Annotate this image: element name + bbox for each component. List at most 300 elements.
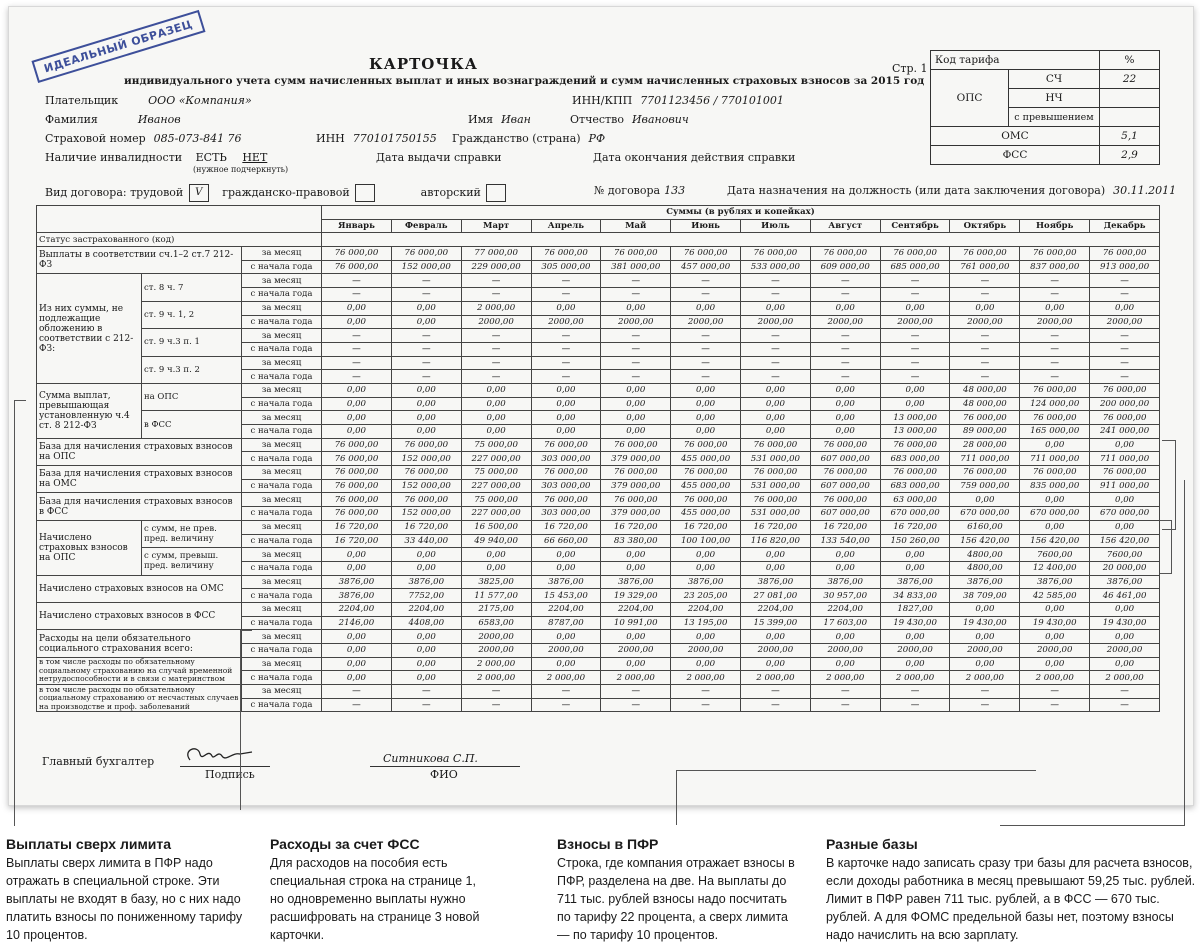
table-cell: 0,00 — [531, 561, 601, 575]
tariff-fss: ФСС — [931, 146, 1100, 165]
signature-caption: Подпись — [205, 768, 255, 781]
table-cell: 2204,00 — [391, 602, 461, 616]
table-cell: — — [1020, 685, 1090, 699]
table-cell: 0,00 — [741, 397, 811, 411]
table-cell: 16 720,00 — [671, 520, 741, 534]
row-period-label: за месяц — [242, 301, 322, 315]
table-cell: 607 000,00 — [810, 479, 880, 493]
table-cell: 76 000,00 — [950, 411, 1020, 425]
table-cell: 76 000,00 — [531, 438, 601, 452]
table-cell: — — [1090, 370, 1160, 384]
table-cell: 76 000,00 — [1090, 411, 1160, 425]
table-cell: 0,00 — [950, 602, 1020, 616]
table-cell: 0,00 — [810, 630, 880, 644]
row-period-label: с начала года — [242, 452, 322, 466]
table-cell: 0,00 — [880, 561, 950, 575]
table-cell: 0,00 — [322, 644, 392, 658]
note-title: Взносы в ПФР — [557, 836, 659, 852]
table-cell: 3876,00 — [810, 575, 880, 589]
table-cell: 2 000,00 — [880, 671, 950, 685]
table-cell: 76 000,00 — [322, 479, 392, 493]
contract-labour-checkbox[interactable]: V — [189, 184, 209, 202]
row-period-label: за месяц — [242, 657, 322, 671]
table-row — [37, 630, 1160, 644]
table-cell: 3876,00 — [531, 575, 601, 589]
table-cell: 0,00 — [601, 630, 671, 644]
table-cell: 0,00 — [601, 561, 671, 575]
table-cell: — — [391, 356, 461, 370]
table-row — [37, 466, 1160, 480]
table-cell: 76 000,00 — [950, 466, 1020, 480]
table-cell: — — [1090, 356, 1160, 370]
table-cell: 0,00 — [1020, 630, 1090, 644]
table-row — [37, 602, 1160, 616]
table-cell: 28 000,00 — [950, 438, 1020, 452]
table-cell: — — [531, 342, 601, 356]
row-group-label: в том числе расходы по обязательному социальному страхованию от несчастных случаев на производстве и проф. заболеваний — [37, 685, 242, 712]
table-cell: 0,00 — [880, 397, 950, 411]
table-cell: — — [391, 685, 461, 699]
table-cell: — — [322, 274, 392, 288]
contract-no-field — [594, 184, 685, 197]
table-cell: 0,00 — [531, 397, 601, 411]
table-cell: — — [880, 329, 950, 343]
table-cell: 0,00 — [1090, 657, 1160, 671]
row-sub-label: на ОПС — [142, 383, 242, 410]
table-cell: 13 195,00 — [671, 616, 741, 630]
row-group-label: Выплаты в соответствии сч.1–2 ст.7 212-ФЗ — [37, 247, 242, 274]
table-cell: 76 000,00 — [671, 438, 741, 452]
table-cell: 303 000,00 — [531, 507, 601, 521]
note-text: Строка, где компания отражает взносы в ПФР, разделена на две. На выплаты до 711 тыс. рублей взносы надо посчитать по тарифу 22 процента, а сверх лимита — по тарифу 10 процентов. — [557, 856, 795, 942]
table-cell: 16 720,00 — [810, 520, 880, 534]
table-cell: — — [741, 356, 811, 370]
tariff-table — [930, 50, 1160, 165]
table-cell: 0,00 — [671, 383, 741, 397]
table-cell: — — [322, 356, 392, 370]
row-period-label: за месяц — [242, 685, 322, 699]
table-cell: 76 000,00 — [671, 493, 741, 507]
table-cell: 3876,00 — [950, 575, 1020, 589]
table-cell: 76 000,00 — [601, 493, 671, 507]
table-cell: 711 000,00 — [1090, 452, 1160, 466]
contract-author-checkbox[interactable] — [486, 184, 506, 202]
table-cell: 0,00 — [322, 561, 392, 575]
note-pfr — [557, 836, 795, 944]
row-period-label: за месяц — [242, 438, 322, 452]
table-cell: 48 000,00 — [950, 397, 1020, 411]
table-cell: 116 820,00 — [741, 534, 811, 548]
table-cell: 379 000,00 — [601, 507, 671, 521]
row-period-label: с начала года — [242, 698, 322, 712]
table-cell: 156 420,00 — [1090, 534, 1160, 548]
note-text: Для расходов на пособия есть специальная строка на странице 1, но одновременно выплаты нужно расшифровать на странице 3 новой карточки. — [270, 856, 480, 942]
table-cell: 3825,00 — [461, 575, 531, 589]
tariff-sch: СЧ — [1009, 70, 1100, 89]
row-period-label: за месяц — [242, 520, 322, 534]
inn-label: ИНН — [316, 132, 345, 145]
explanation-notes — [0, 812, 1200, 950]
month-header: Август — [810, 219, 880, 233]
table-cell: — — [1090, 288, 1160, 302]
table-cell: 3876,00 — [741, 575, 811, 589]
table-cell: — — [810, 698, 880, 712]
table-cell: 7600,00 — [1020, 548, 1090, 562]
table-cell: 11 577,00 — [461, 589, 531, 603]
row-group-label: Начислено страховых взносов в ФСС — [37, 602, 242, 629]
table-cell: 305 000,00 — [531, 260, 601, 274]
table-cell: 0,00 — [1020, 493, 1090, 507]
row-period-label: с начала года — [242, 479, 322, 493]
table-cell: 0,00 — [391, 411, 461, 425]
table-cell: 42 585,00 — [1020, 589, 1090, 603]
row-period-label: с начала года — [242, 561, 322, 575]
table-cell: 0,00 — [1020, 657, 1090, 671]
table-cell: 75 000,00 — [461, 493, 531, 507]
card-title: КАРТОЧКА — [369, 55, 478, 73]
table-cell: 0,00 — [1020, 520, 1090, 534]
table-cell: — — [950, 698, 1020, 712]
table-cell: 0,00 — [1090, 520, 1160, 534]
table-cell: — — [531, 329, 601, 343]
sample-stamp: ИДЕАЛЬНЫЙ ОБРАЗЕЦ — [31, 10, 205, 83]
table-cell: 76 000,00 — [880, 438, 950, 452]
table-cell: — — [950, 356, 1020, 370]
row-sub-label: в ФСС — [142, 411, 242, 438]
table-cell: 19 430,00 — [880, 616, 950, 630]
table-cell: — — [601, 274, 671, 288]
table-cell: — — [391, 698, 461, 712]
table-cell: 2000,00 — [601, 644, 671, 658]
table-cell: 0,00 — [322, 671, 392, 685]
month-header: Октябрь — [950, 219, 1020, 233]
fio-line — [370, 766, 520, 767]
table-cell: 0,00 — [461, 561, 531, 575]
table-cell: 2000,00 — [1020, 644, 1090, 658]
table-cell: 0,00 — [671, 561, 741, 575]
contract-author-label: авторский — [420, 186, 481, 199]
table-cell: 2000,00 — [671, 644, 741, 658]
table-cell: 3876,00 — [322, 589, 392, 603]
disability-label: Наличие инвалидности — [45, 151, 183, 164]
table-row — [37, 575, 1160, 589]
table-cell: 0,00 — [810, 397, 880, 411]
table-cell: — — [671, 698, 741, 712]
table-row — [37, 247, 1160, 261]
status-value — [322, 233, 1160, 247]
table-cell: 0,00 — [531, 383, 601, 397]
table-cell: 0,00 — [1090, 602, 1160, 616]
tariff-nch-value — [1100, 89, 1160, 108]
table-cell: 76 000,00 — [322, 260, 392, 274]
table-cell: 303 000,00 — [531, 479, 601, 493]
row-period-label: за месяц — [242, 575, 322, 589]
table-cell: — — [1020, 356, 1090, 370]
table-cell: 2 000,00 — [741, 671, 811, 685]
table-cell: 76 000,00 — [601, 247, 671, 261]
table-row — [37, 438, 1160, 452]
tariff-oms: ОМС — [931, 127, 1100, 146]
tariff-fss-value: 2,9 — [1100, 146, 1160, 165]
table-cell: 16 720,00 — [601, 520, 671, 534]
inn-value: 770101750155 — [352, 132, 437, 145]
table-cell: 0,00 — [671, 411, 741, 425]
table-cell: 683 000,00 — [880, 479, 950, 493]
table-cell: 3876,00 — [322, 575, 392, 589]
note-title: Разные базы — [826, 836, 918, 852]
table-cell: 0,00 — [880, 630, 950, 644]
table-cell: 76 000,00 — [1020, 411, 1090, 425]
payer-label: Плательщик — [45, 94, 119, 107]
table-cell: 16 720,00 — [391, 520, 461, 534]
table-cell: 0,00 — [810, 657, 880, 671]
table-cell: — — [810, 356, 880, 370]
contract-civil-checkbox[interactable] — [355, 184, 375, 202]
table-cell: — — [1020, 274, 1090, 288]
table-row — [37, 548, 1160, 562]
table-cell: 0,00 — [461, 397, 531, 411]
table-cell: 0,00 — [531, 425, 601, 439]
table-cell: — — [322, 698, 392, 712]
table-cell: — — [950, 274, 1020, 288]
table-cell: 89 000,00 — [950, 425, 1020, 439]
table-cell: 76 000,00 — [741, 493, 811, 507]
table-cell: — — [950, 685, 1020, 699]
table-cell: 0,00 — [322, 657, 392, 671]
tariff-nch: НЧ — [1009, 89, 1100, 108]
table-cell: — — [671, 342, 741, 356]
table-cell: — — [810, 370, 880, 384]
table-cell: 76 000,00 — [810, 247, 880, 261]
table-cell: 76 000,00 — [1020, 383, 1090, 397]
table-cell: 670 000,00 — [1020, 507, 1090, 521]
table-row — [37, 493, 1160, 507]
table-cell: — — [880, 698, 950, 712]
table-cell: — — [950, 329, 1020, 343]
row-sub-label: с сумм, превыш. пред. величину — [142, 548, 242, 575]
table-body — [37, 233, 1160, 712]
accruals-table — [36, 205, 1160, 712]
tariff-over-value — [1100, 108, 1160, 127]
disability-no: НЕТ — [242, 151, 268, 164]
tariff-pct: % — [1100, 51, 1160, 70]
snils-field — [45, 132, 242, 145]
table-cell: 49 940,00 — [461, 534, 531, 548]
table-cell: 913 000,00 — [1090, 260, 1160, 274]
row-group-label: База для начисления страховых взносов на ОМС — [37, 466, 242, 493]
accountant-label: Главный бухгалтер — [42, 755, 155, 768]
table-cell: 0,00 — [391, 561, 461, 575]
table-cell: 156 420,00 — [950, 534, 1020, 548]
table-cell: 2000,00 — [1020, 315, 1090, 329]
table-cell: 229 000,00 — [461, 260, 531, 274]
table-cell: 0,00 — [461, 425, 531, 439]
table-cell: 759 000,00 — [950, 479, 1020, 493]
table-cell: 2 000,00 — [671, 671, 741, 685]
table-cell: 0,00 — [741, 561, 811, 575]
table-cell: 457 000,00 — [671, 260, 741, 274]
table-cell: 83 380,00 — [601, 534, 671, 548]
table-cell: 379 000,00 — [601, 479, 671, 493]
table-cell: — — [461, 342, 531, 356]
table-cell: 16 720,00 — [322, 534, 392, 548]
table-cell: 2 000,00 — [1090, 671, 1160, 685]
table-cell: 0,00 — [601, 425, 671, 439]
table-cell: 2000,00 — [741, 315, 811, 329]
table-cell: 66 660,00 — [531, 534, 601, 548]
snils-value: 085-073-841 76 — [153, 132, 242, 145]
table-cell: 0,00 — [391, 657, 461, 671]
table-cell: 0,00 — [1090, 301, 1160, 315]
table-cell: 2000,00 — [1090, 644, 1160, 658]
table-cell: — — [391, 288, 461, 302]
table-cell: 76 000,00 — [322, 247, 392, 261]
table-cell: 2000,00 — [950, 644, 1020, 658]
contract-no-label: № договора — [594, 184, 661, 197]
table-cell: 2 000,00 — [461, 301, 531, 315]
note-fss-expenses — [270, 836, 492, 944]
table-cell: — — [322, 329, 392, 343]
table-cell: — — [391, 342, 461, 356]
appointment-label: Дата назначения на должность (или дата заключения договора) — [727, 184, 1106, 197]
table-cell: 2204,00 — [531, 602, 601, 616]
table-cell: 15 399,00 — [741, 616, 811, 630]
table-cell: — — [1020, 288, 1090, 302]
table-corner — [37, 206, 322, 233]
table-cell: 76 000,00 — [810, 438, 880, 452]
table-cell: 0,00 — [741, 301, 811, 315]
month-header: Июнь — [671, 219, 741, 233]
table-cell: 0,00 — [322, 315, 392, 329]
table-cell: 455 000,00 — [671, 507, 741, 521]
table-cell: 33 440,00 — [391, 534, 461, 548]
row-period-label: за месяц — [242, 548, 322, 562]
table-cell: 6160,00 — [950, 520, 1020, 534]
table-cell: — — [531, 356, 601, 370]
table-cell: — — [531, 698, 601, 712]
table-cell: 4800,00 — [950, 561, 1020, 575]
table-cell: — — [601, 329, 671, 343]
row-group-label: Начислено страховых взносов на ОМС — [37, 575, 242, 602]
table-cell: 76 000,00 — [391, 438, 461, 452]
table-cell: 0,00 — [880, 301, 950, 315]
table-cell: 76 000,00 — [741, 466, 811, 480]
table-cell: 75 000,00 — [461, 466, 531, 480]
table-cell: 124 000,00 — [1020, 397, 1090, 411]
table-cell: 670 000,00 — [880, 507, 950, 521]
table-row — [37, 329, 1160, 343]
table-row — [37, 274, 1160, 288]
table-cell: 0,00 — [810, 383, 880, 397]
table-cell: 837 000,00 — [1020, 260, 1090, 274]
table-cell: 2000,00 — [601, 315, 671, 329]
innkpp-value: 7701123456 / 770101001 — [640, 94, 784, 107]
table-cell: — — [1090, 685, 1160, 699]
table-cell: 0,00 — [461, 548, 531, 562]
disability-field — [45, 151, 267, 164]
table-cell: 0,00 — [810, 411, 880, 425]
row-period-label: с начала года — [242, 370, 322, 384]
table-cell: 0,00 — [601, 383, 671, 397]
table-cell: 0,00 — [601, 657, 671, 671]
table-cell: 0,00 — [1090, 438, 1160, 452]
table-cell: 3876,00 — [880, 575, 950, 589]
table-cell: 76 000,00 — [601, 466, 671, 480]
table-cell: — — [950, 370, 1020, 384]
patronymic-value: Иванович — [631, 113, 689, 126]
table-cell: 379 000,00 — [601, 452, 671, 466]
table-cell: 0,00 — [322, 548, 392, 562]
table-cell: 0,00 — [391, 630, 461, 644]
table-cell: 13 000,00 — [880, 411, 950, 425]
row-sub-label: ст. 8 ч. 7 — [142, 274, 242, 301]
table-cell: — — [531, 685, 601, 699]
contract-civil-label: гражданско-правовой — [222, 186, 350, 199]
surname-label: Фамилия — [45, 113, 98, 126]
row-group-label: Расходы на цели обязательного социального страхования всего: — [37, 630, 242, 657]
table-cell: 0,00 — [880, 383, 950, 397]
row-period-label: с начала года — [242, 397, 322, 411]
name-field — [468, 113, 531, 126]
table-cell: 0,00 — [461, 411, 531, 425]
row-period-label: за месяц — [242, 247, 322, 261]
table-cell: — — [461, 370, 531, 384]
table-cell: 711 000,00 — [950, 452, 1020, 466]
row-period-label: за месяц — [242, 329, 322, 343]
table-cell: 2000,00 — [810, 315, 880, 329]
note-title: Расходы за счет ФСС — [270, 836, 420, 852]
table-cell: — — [322, 342, 392, 356]
snils-label: Страховой номер — [45, 132, 146, 145]
table-cell: 3876,00 — [391, 575, 461, 589]
table-cell: — — [461, 698, 531, 712]
table-cell: 0,00 — [671, 425, 741, 439]
table-cell: 0,00 — [880, 548, 950, 562]
table-cell: 30 957,00 — [810, 589, 880, 603]
surname-value: Иванов — [137, 113, 181, 126]
table-cell: — — [880, 356, 950, 370]
table-cell: 76 000,00 — [741, 247, 811, 261]
note-title: Выплаты сверх лимита — [6, 836, 172, 852]
tariff-oms-value: 5,1 — [1100, 127, 1160, 146]
table-cell: 670 000,00 — [1090, 507, 1160, 521]
note-text: В карточке надо записать сразу три базы для расчета взносов, если доходы работника в месяц превышают 59,25 тыс. рублей. Лимит в ПФР равен 711 тыс. рублей, а в ФСС — 670 тыс. рублей. А для ФОМС предельной базы нет, поэтому взносы надо начислить на всю зарплату. — [826, 856, 1196, 942]
table-cell: — — [322, 288, 392, 302]
table-cell: 0,00 — [322, 301, 392, 315]
leader-over-limit — [14, 400, 26, 796]
table-cell: 16 720,00 — [880, 520, 950, 534]
leader-bases-bracket — [1162, 440, 1176, 530]
table-cell: — — [1090, 329, 1160, 343]
table-cell: 76 000,00 — [671, 247, 741, 261]
row-sub-label: ст. 9 ч.3 п. 2 — [142, 356, 242, 383]
card-subtitle: индивидуального учета сумм начисленных выплат и иных вознаграждений и сумм начисленных страховых взносов за 2015 год — [124, 75, 925, 87]
table-row — [37, 657, 1160, 671]
table-cell: 2000,00 — [671, 315, 741, 329]
table-cell: 0,00 — [880, 657, 950, 671]
tariff-sch-value: 22 — [1100, 70, 1160, 89]
table-cell: — — [461, 685, 531, 699]
table-cell: 23 205,00 — [671, 589, 741, 603]
table-cell: 0,00 — [741, 383, 811, 397]
table-cell: 19 430,00 — [1020, 616, 1090, 630]
table-cell: 76 000,00 — [601, 438, 671, 452]
row-period-label: с начала года — [242, 342, 322, 356]
table-cell: — — [880, 288, 950, 302]
table-cell: — — [1020, 329, 1090, 343]
table-cell: 0,00 — [950, 657, 1020, 671]
table-cell: — — [531, 370, 601, 384]
